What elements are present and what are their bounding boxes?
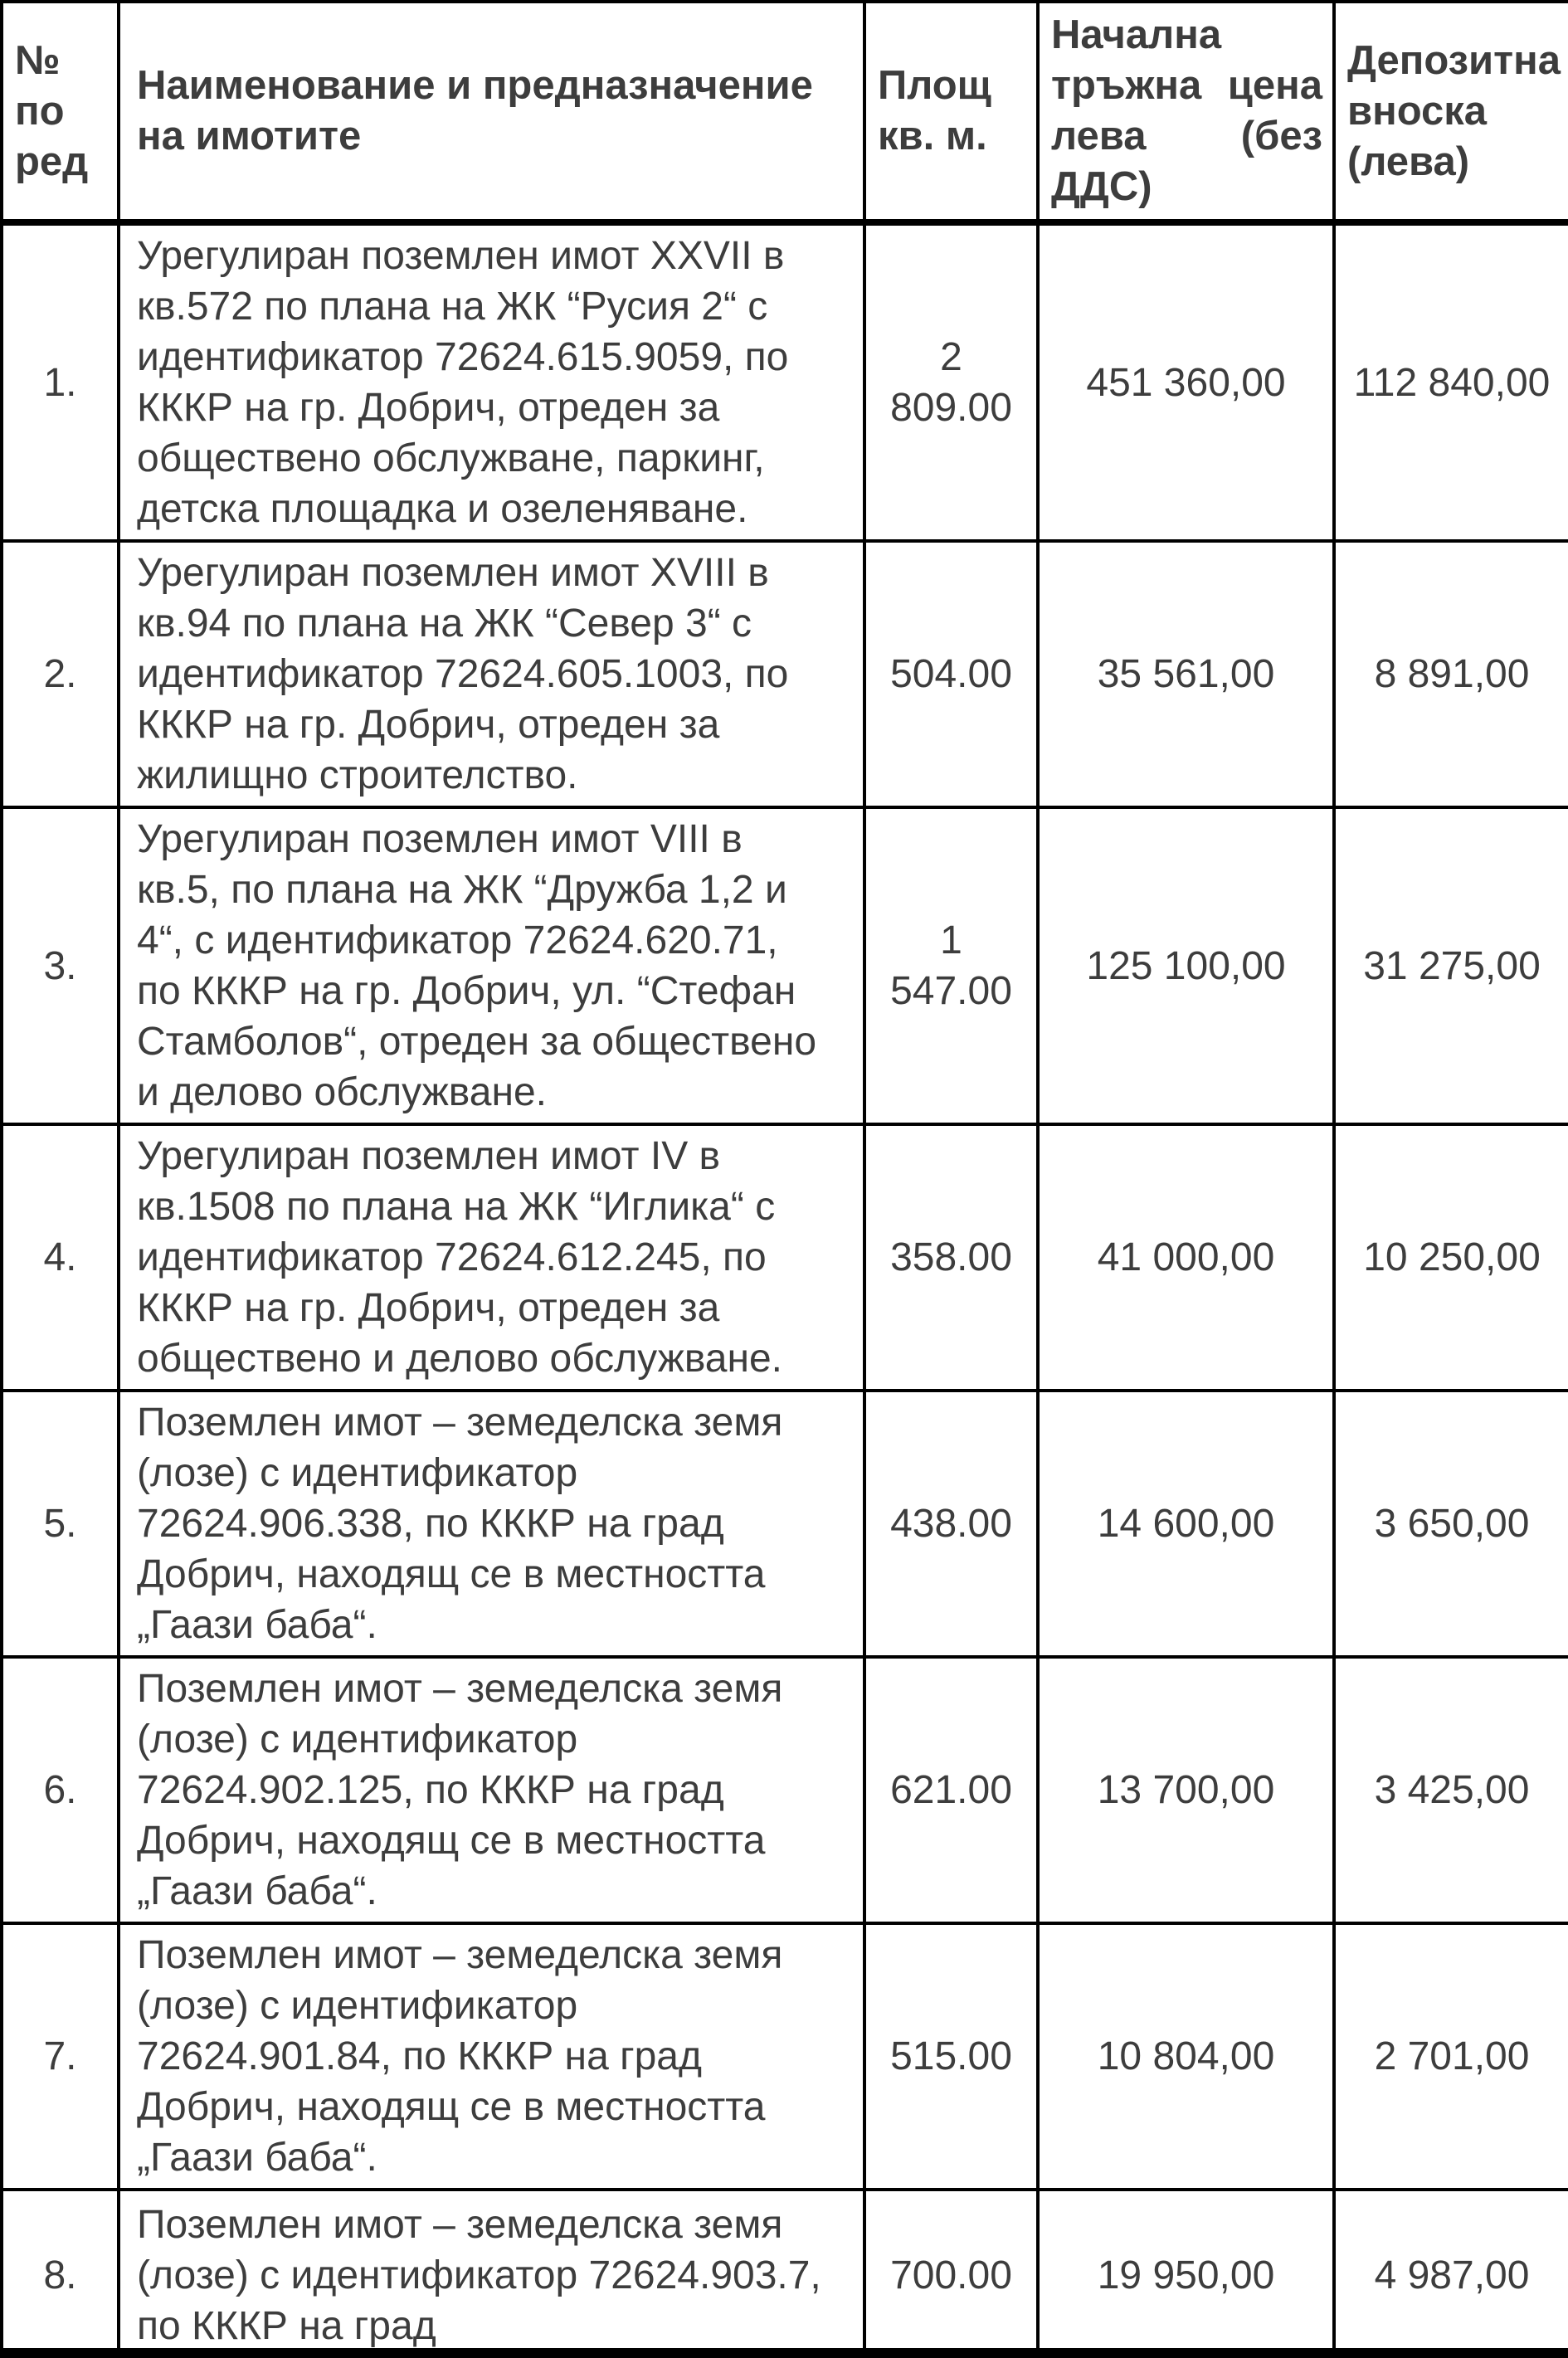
property-description-cell: Урегулиран поземлен имот VIII в кв.5, по плана на ЖК “Дружба 1,2 и 4“, с идентификатор 72624.620.71, по КККР на гр. Добрич, ул. “Стефан Стамболов“, отреден за обществено и делово обслужване. xyxy=(119,807,864,1124)
deposit-cell: 112 840,00 xyxy=(1334,222,1568,541)
price-cell: 14 600,00 xyxy=(1038,1391,1334,1657)
table-row xyxy=(2,541,1568,807)
table-row xyxy=(2,1923,1568,2190)
price-cell: 10 804,00 xyxy=(1038,1923,1334,2190)
row-number-cell: 7. xyxy=(2,1923,119,2190)
table-header-row xyxy=(2,2,1568,222)
property-description-cell: Урегулиран поземлен имот IV в кв.1508 по плана на ЖК “Иглика“ с идентификатор 72624.612.245, по КККР на гр. Добрич, отреден за обществено и делово обслужване. xyxy=(119,1124,864,1391)
area-cell: 504.00 xyxy=(864,541,1038,807)
header-property-name: Наименование и предназначение на имотите xyxy=(119,2,864,222)
deposit-cell: 10 250,00 xyxy=(1334,1124,1568,1391)
area-cell: 515.00 xyxy=(864,1923,1038,2190)
property-description-cell: Поземлен имот – земеделска земя (лозе) с идентификатор 72624.902.125, по КККР на град Добрич, находящ се в местността „Гаази баба“. xyxy=(119,1657,864,1923)
area-cell: 358.00 xyxy=(864,1124,1038,1391)
property-description-cell: Поземлен имот – земеделска земя (лозе) с идентификатор 72624.903.7, по КККР на град xyxy=(119,2190,864,2358)
row-number-cell: 2. xyxy=(2,541,119,807)
header-row-number: № по ред xyxy=(2,2,119,222)
row-number-cell: 4. xyxy=(2,1124,119,1391)
table-row xyxy=(2,807,1568,1124)
property-description-cell: Урегулиран поземлен имот XVIII в кв.94 по плана на ЖК “Север 3“ с идентификатор 72624.605.1003, по КККР на гр. Добрич, отреден за жилищно строителство. xyxy=(119,541,864,807)
property-description-cell: Поземлен имот – земеделска земя (лозе) с идентификатор 72624.906.338, по КККР на град Добрич, находящ се в местността „Гаази баба“. xyxy=(119,1391,864,1657)
table-row xyxy=(2,222,1568,541)
row-number-cell: 8. xyxy=(2,2190,119,2358)
deposit-cell: 3 425,00 xyxy=(1334,1657,1568,1923)
area-cell: 2 809.00 xyxy=(864,222,1038,541)
table-row xyxy=(2,1124,1568,1391)
property-description-cell: Поземлен имот – земеделска земя (лозе) с идентификатор 72624.901.84, по КККР на град Добрич, находящ се в местността „Гаази баба“. xyxy=(119,1923,864,2190)
page-bottom-cut-border xyxy=(0,2348,1568,2358)
price-cell: 451 360,00 xyxy=(1038,222,1334,541)
area-cell: 700.00 xyxy=(864,2190,1038,2358)
price-cell: 35 561,00 xyxy=(1038,541,1334,807)
deposit-cell: 2 701,00 xyxy=(1334,1923,1568,2190)
header-starting-price: Начална тръжна цена лева (без ДДС) xyxy=(1038,2,1334,222)
price-cell: 13 700,00 xyxy=(1038,1657,1334,1923)
row-number-cell: 3. xyxy=(2,807,119,1124)
table-row xyxy=(2,1657,1568,1923)
price-cell: 41 000,00 xyxy=(1038,1124,1334,1391)
row-number-cell: 1. xyxy=(2,222,119,541)
table-row xyxy=(2,1391,1568,1657)
area-cell: 438.00 xyxy=(864,1391,1038,1657)
area-cell: 621.00 xyxy=(864,1657,1038,1923)
area-cell: 1 547.00 xyxy=(864,807,1038,1124)
header-area: Площ кв. м. xyxy=(864,2,1038,222)
row-number-cell: 5. xyxy=(2,1391,119,1657)
deposit-cell: 3 650,00 xyxy=(1334,1391,1568,1657)
price-cell: 125 100,00 xyxy=(1038,807,1334,1124)
price-cell: 19 950,00 xyxy=(1038,2190,1334,2358)
deposit-cell: 8 891,00 xyxy=(1334,541,1568,807)
table-row xyxy=(2,2190,1568,2358)
deposit-cell: 4 987,00 xyxy=(1334,2190,1568,2358)
header-deposit: Депозитна вноска (лева) xyxy=(1334,2,1568,222)
row-number-cell: 6. xyxy=(2,1657,119,1923)
property-description-cell: Урегулиран поземлен имот XXVII в кв.572 по плана на ЖК “Русия 2“ с идентификатор 72624.615.9059, по КККР на гр. Добрич, отреден за обществено обслужване, паркинг, детска площадка и озеленяване. xyxy=(119,222,864,541)
deposit-cell: 31 275,00 xyxy=(1334,807,1568,1124)
